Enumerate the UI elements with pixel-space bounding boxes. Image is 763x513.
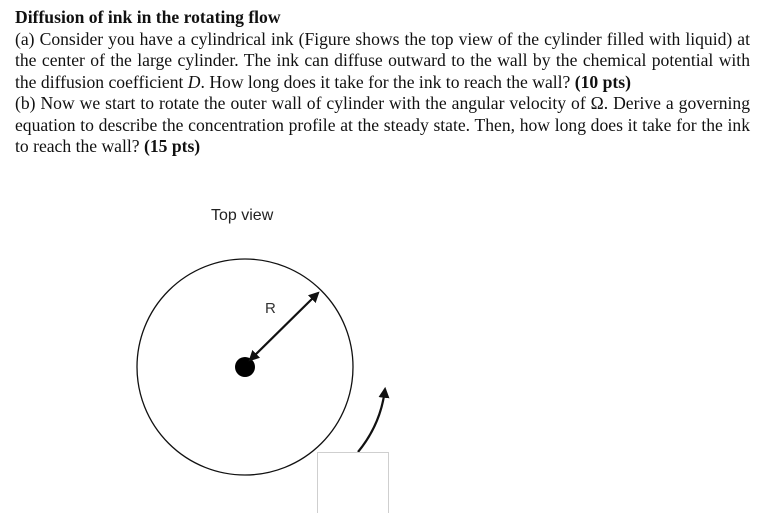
rotation-arrow [358,389,385,452]
radius-arrow [250,293,318,360]
blank-box [317,452,389,513]
part-b-points: (15 pts) [143,136,201,156]
part-b-text-1: (b) Now we start to rotate the outer wall of cylinder with the angular velocity of Ω. Derive a governing equation to describe the concentration profile at the steady state. Then, how long does it take for the ink to reach the wall? [15,93,750,156]
radius-label: R [265,300,276,317]
figure-caption: Top view [211,207,274,224]
part-a-text-1: (a) Consider you have a cylindrical ink (Figure shows the top view of the cylinder filled with liquid) at the center of the large cylinder. The ink can diffuse outward to the wall by the chemical potential with the diffusion coefficient [15,28,750,92]
ink-center-dot [235,357,255,377]
part-a-text-2: . How long does it take for the ink to reach the wall? [200,71,575,92]
part-a-points: (10 pts) [574,71,631,92]
problem-title: Diffusion of ink in the rotating flow [15,7,281,27]
diffusion-coefficient-symbol: D [187,71,201,92]
